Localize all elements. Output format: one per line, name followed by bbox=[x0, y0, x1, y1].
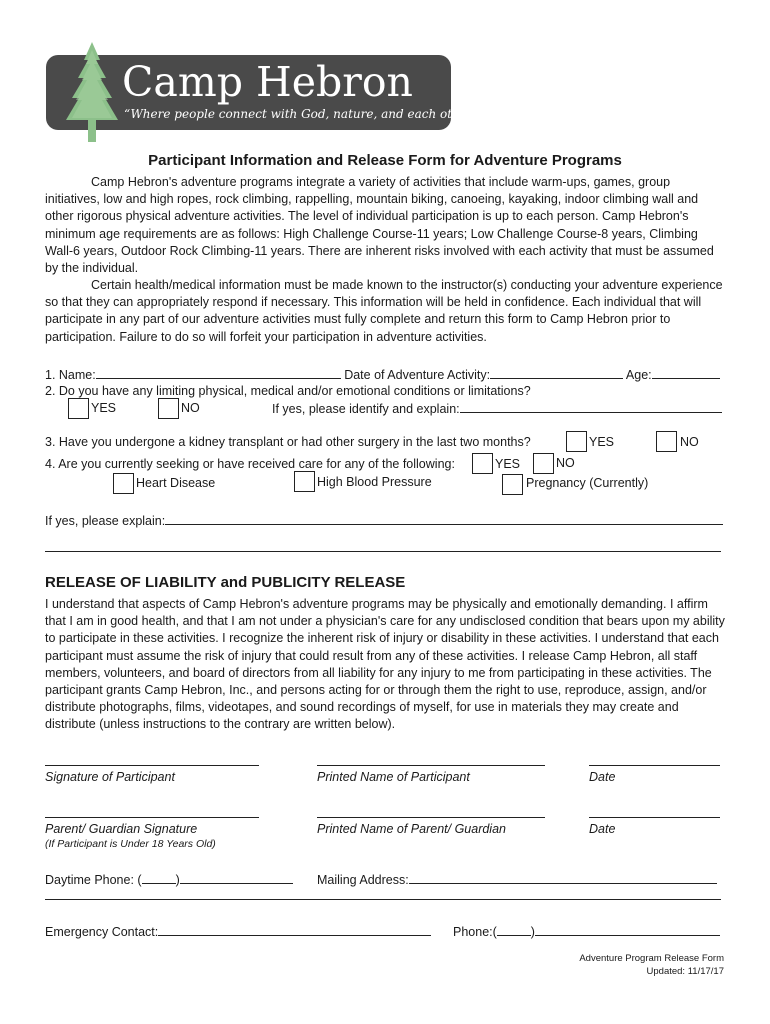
high-blood-pressure-label: High Blood Pressure bbox=[317, 475, 432, 489]
mailing-address-label: Mailing Address: bbox=[317, 873, 409, 887]
paren-close: ) bbox=[530, 925, 535, 939]
q2-yes-label: YES bbox=[91, 401, 117, 415]
pine-tree-icon bbox=[60, 40, 124, 146]
release-heading: RELEASE OF LIABILITY and PUBLICITY RELEASE bbox=[45, 574, 406, 591]
activity-date-label: Date of Adventure Activity: bbox=[344, 368, 491, 382]
participant-printed-name-field[interactable] bbox=[317, 765, 545, 766]
q3-yes-checkbox[interactable] bbox=[566, 431, 587, 452]
footer-updated: Updated: 11/17/17 bbox=[646, 966, 724, 977]
mailing-address-row bbox=[317, 871, 717, 889]
page-title: Participant Information and Release Form for Adventure Programs bbox=[148, 152, 622, 169]
q3-yes-label: YES bbox=[589, 435, 615, 449]
intro-paragraph-2: Certain health/medical information must be made known to the instructor(s) conducting your adventure experience so that they can appropriately respond if necessary. This information will be held in confidence. Each individual that will participate in any part of our adventure activities must fully complete and return this form to Camp Hebron prior to participation. Failure to do so will forfeit your participation in adventure activities. bbox=[45, 278, 723, 344]
guardian-date-label: Date bbox=[589, 822, 616, 836]
guardian-signature-field[interactable] bbox=[45, 817, 259, 818]
name-label: 1. Name: bbox=[45, 368, 96, 382]
release-text: I understand that aspects of Camp Hebron's adventure programs may be physically and emotionally demanding. I affirm that I am in good health, and that I am not under a physician's care for any undisclosed condition that bears upon my ability to participate in these activities. I recognize the inherent risk of injury or disability in these activities. I understand that each participant must assume the risk of injury that could result from any of these activities. I release Camp Hebron, all staff members, volunteers, and board of directors from all liability for any injury to me from participating in these activities. The participant grants Camp Hebron, Inc., and persons acting for or through them the right to use, reproduce, assign, and/or distribute photographs, films, videotapes, and sound recordings of myself, for use in materials they may create and distribute (unless instructions to the contrary are written below). bbox=[45, 597, 725, 732]
guardian-date-field[interactable] bbox=[589, 817, 720, 818]
footer-form-name: Adventure Program Release Form bbox=[579, 953, 724, 964]
emergency-contact-label: Emergency Contact: bbox=[45, 925, 159, 939]
q4-yes-checkbox[interactable] bbox=[472, 453, 493, 474]
q2-no-checkbox[interactable] bbox=[158, 398, 179, 419]
mailing-address-field[interactable] bbox=[409, 871, 717, 884]
q2-no-label: NO bbox=[181, 401, 200, 415]
daytime-phone-label: Daytime Phone: ( bbox=[45, 873, 142, 887]
emergency-contact-field[interactable] bbox=[158, 923, 431, 936]
emergency-contact-row bbox=[45, 923, 431, 941]
q4-no-label: NO bbox=[556, 456, 575, 470]
participant-printed-name-label: Printed Name of Participant bbox=[317, 770, 470, 784]
intro-paragraph-1: Camp Hebron's adventure programs integrate a variety of activities that include warm-ups, games, group initiatives, low and high ropes, rock climbing, rappelling, mountain biking, canoeing, kayaking, indoor climbing wall and other rigorous physical adventure activities. The level of individual participation is up to each person. Camp Hebron's minimum age requirements are as follows: High Challenge Course-11 years; Low Challenge Course-8 years, Climbing Wall-6 years, Outdoor Rock Climbing-11 years. There are inherent risks involved with each activity that must be assumed by the individual. bbox=[45, 175, 714, 276]
explain-field-line-2[interactable] bbox=[45, 551, 721, 552]
q2-explain-row bbox=[272, 400, 722, 418]
q4-no-checkbox[interactable] bbox=[533, 453, 554, 474]
heart-disease-label: Heart Disease bbox=[136, 476, 216, 490]
logo-name: Camp Hebron bbox=[122, 58, 413, 106]
mailing-address-line-2[interactable] bbox=[45, 899, 721, 900]
heart-disease-checkbox[interactable] bbox=[113, 473, 134, 494]
logo-tagline: “Where people connect with God, nature, and each other” bbox=[124, 107, 479, 121]
participant-date-label: Date bbox=[589, 770, 616, 784]
q2-question: 2. Do you have any limiting physical, medical and/or emotional conditions or limitations? bbox=[45, 384, 531, 398]
pregnancy-checkbox[interactable] bbox=[502, 474, 523, 495]
explain-label: If yes, please explain: bbox=[45, 514, 166, 528]
participant-date-field[interactable] bbox=[589, 765, 720, 766]
emergency-phone-area-field[interactable] bbox=[497, 923, 531, 936]
q4-question: 4. Are you currently seeking or have received care for any of the following: bbox=[45, 457, 455, 471]
q2-explain-field[interactable] bbox=[460, 400, 722, 413]
explain-field[interactable] bbox=[165, 512, 723, 525]
daytime-phone-field[interactable] bbox=[180, 871, 293, 884]
pregnancy-label: Pregnancy (Currently) bbox=[526, 476, 649, 490]
participant-signature-field[interactable] bbox=[45, 765, 259, 766]
activity-date-field[interactable] bbox=[490, 366, 623, 379]
explain-row bbox=[45, 512, 723, 530]
q3-question: 3. Have you undergone a kidney transplant or had other surgery in the last two months? bbox=[45, 435, 531, 449]
q1-row bbox=[45, 366, 720, 384]
paren-close: ) bbox=[175, 873, 180, 887]
q3-no-checkbox[interactable] bbox=[656, 431, 677, 452]
emergency-phone-field[interactable] bbox=[535, 923, 720, 936]
guardian-printed-name-label: Printed Name of Parent/ Guardian bbox=[317, 822, 506, 836]
daytime-phone-row bbox=[45, 871, 293, 889]
participant-signature-label: Signature of Participant bbox=[45, 770, 175, 784]
emergency-phone-row bbox=[453, 923, 720, 941]
daytime-phone-area-field[interactable] bbox=[142, 871, 176, 884]
q2-explain-label: If yes, please identify and explain: bbox=[272, 402, 460, 416]
guardian-printed-name-field[interactable] bbox=[317, 817, 545, 818]
q2-yes-checkbox[interactable] bbox=[68, 398, 89, 419]
emergency-phone-label: Phone:( bbox=[453, 925, 497, 939]
guardian-note: (If Participant is Under 18 Years Old) bbox=[45, 838, 216, 850]
footer bbox=[579, 952, 724, 978]
q4-yes-label: YES bbox=[495, 457, 521, 471]
name-field[interactable] bbox=[96, 366, 341, 379]
age-label: Age: bbox=[625, 368, 652, 382]
age-field[interactable] bbox=[652, 366, 720, 379]
q3-no-label: NO bbox=[680, 435, 699, 449]
high-blood-pressure-checkbox[interactable] bbox=[294, 471, 315, 492]
guardian-signature-label: Parent/ Guardian Signature bbox=[45, 822, 198, 836]
